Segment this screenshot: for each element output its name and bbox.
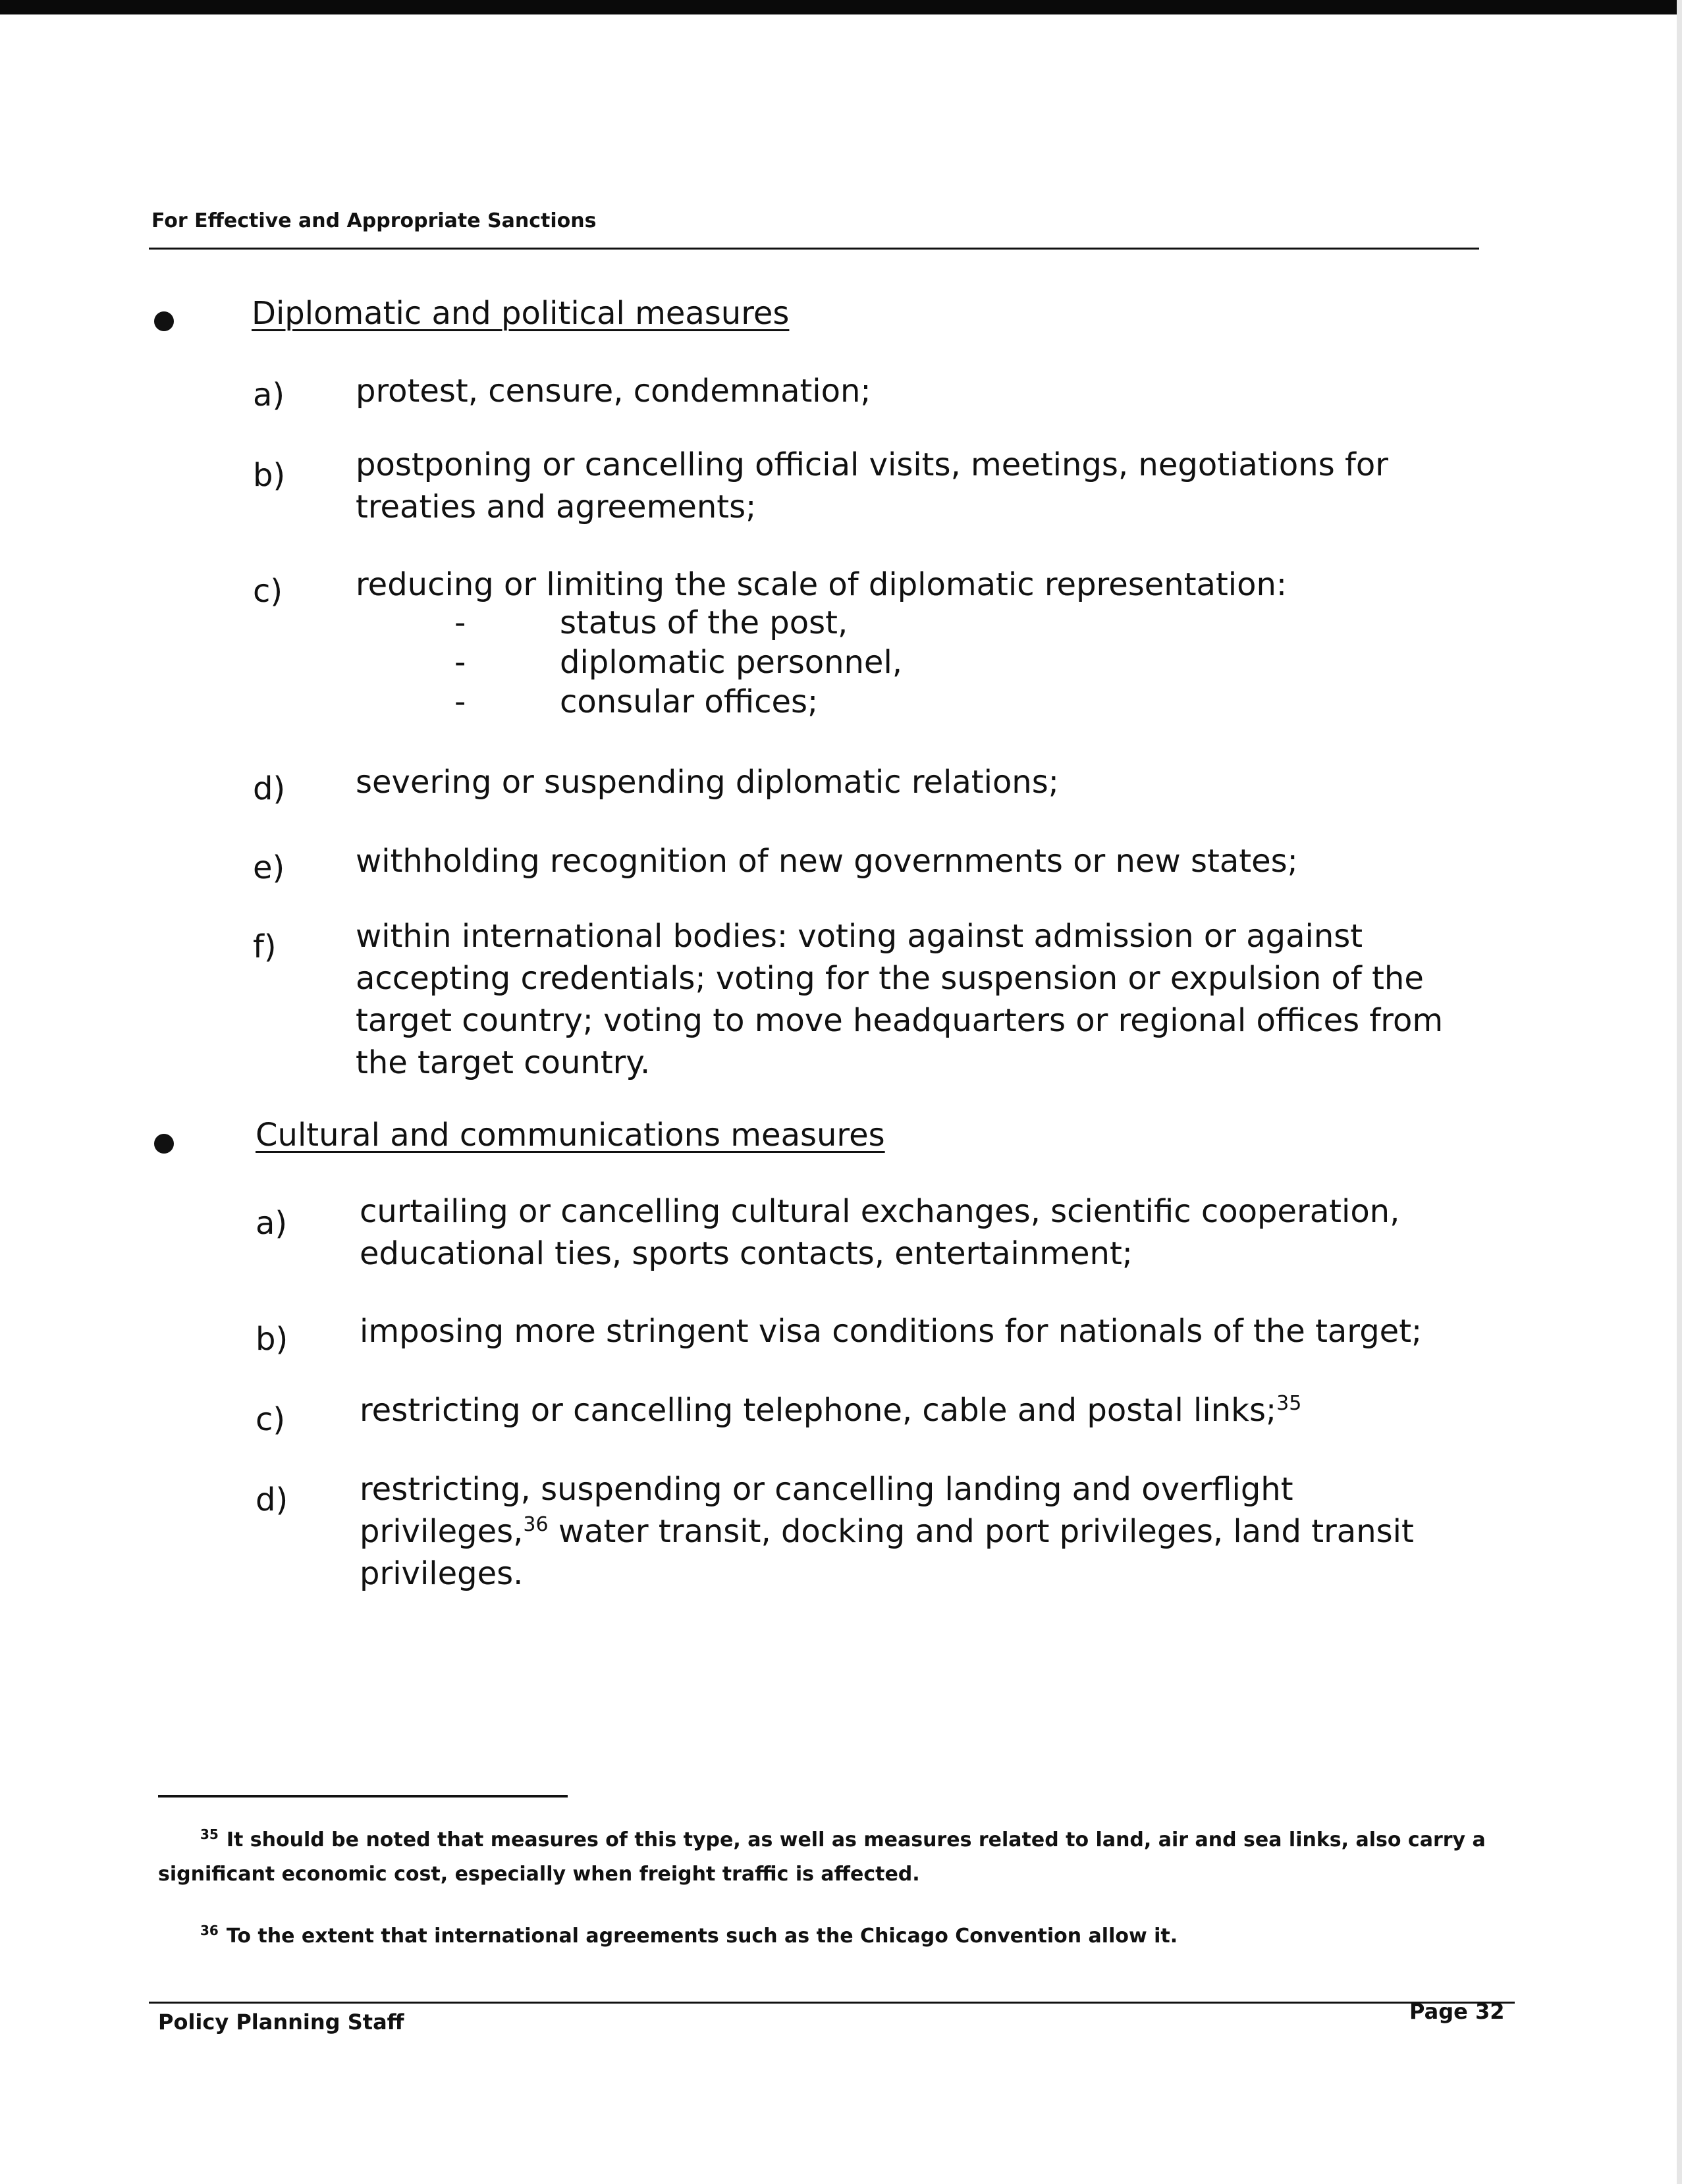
item-text-body: restricting, suspending or cancelling landing and overflight privileges, [360,1471,1293,1550]
item-label: e) [253,849,285,886]
scan-top-border [0,0,1682,14]
item-label: b) [256,1321,288,1358]
footnote-text: It should be noted that measures of this type, as well as measures related to land, air and sea links, also carry a significant economic cost, especially when freight traffic is affected. [158,1828,1486,1886]
item-label: f) [253,928,277,965]
item-text: severing or suspending diplomatic relations; [356,764,1059,801]
footnote-text: To the extent that international agreements such as the Chicago Convention allow it. [226,1925,1178,1948]
item-text [360,1468,1479,1595]
scan-right-edge [1677,0,1682,2184]
item-text-body: water transit, docking and port privileges, land transit privileges. [360,1513,1414,1592]
footnote-number: 35 [200,1826,219,1842]
footnote-number: 36 [200,1923,219,1938]
item-text: within international bodies: voting against admission or against accepting credentials; voting for the suspension or expulsion of the target country; voting to move headquarters or regional offices from the target country. [356,918,1444,1081]
footnote [158,1817,1488,1892]
footnote-ref[interactable]: 35 [1276,1392,1302,1415]
footnote [200,1913,1531,1954]
item-label: d) [253,770,286,807]
footer-rule [149,2002,1515,2004]
running-header: For Effective and Appropriate Sanctions [151,209,597,232]
section-bullet [154,1134,174,1154]
section-heading: Cultural and communications measures [256,1117,885,1154]
sub-item-dash: - [454,604,466,641]
item-label: d) [256,1481,288,1518]
item-text: protest, censure, condemnation; [356,373,871,410]
item-label: c) [256,1401,286,1438]
section-heading: Diplomatic and political measures [252,295,790,332]
item-label: a) [256,1205,288,1242]
footnote-ref[interactable]: 36 [523,1513,549,1536]
sub-item-dash: - [454,644,466,681]
item-text [360,1389,1479,1431]
sub-item-text: status of the post, [560,604,848,641]
page-number: Page 32 [1409,1999,1505,2024]
sub-item-text: diplomatic personnel, [560,644,903,681]
item-label: c) [253,573,283,610]
sub-item-dash: - [454,683,466,720]
item-text: postponing or cancelling official visits, meetings, negotiations for treaties and agreements; [356,446,1388,525]
item-text: withholding recognition of new governments or new states; [356,843,1298,880]
footer-organization: Policy Planning Staff [158,2010,404,2035]
item-text: curtailing or cancelling cultural exchanges, scientific cooperation, educational ties, sports contacts, entertainment; [360,1193,1400,1272]
footnote-separator [158,1795,568,1798]
item-text: reducing or limiting the scale of diplomatic representation: [356,566,1288,603]
section-bullet [154,311,174,331]
item-text: imposing more stringent visa conditions for nationals of the target; [360,1313,1423,1350]
header-rule [149,248,1479,250]
item-label: a) [253,377,285,413]
sub-item-text: consular offices; [560,683,819,720]
item-label: b) [253,457,286,494]
item-text-body: restricting or cancelling telephone, cable and postal links; [360,1392,1277,1429]
